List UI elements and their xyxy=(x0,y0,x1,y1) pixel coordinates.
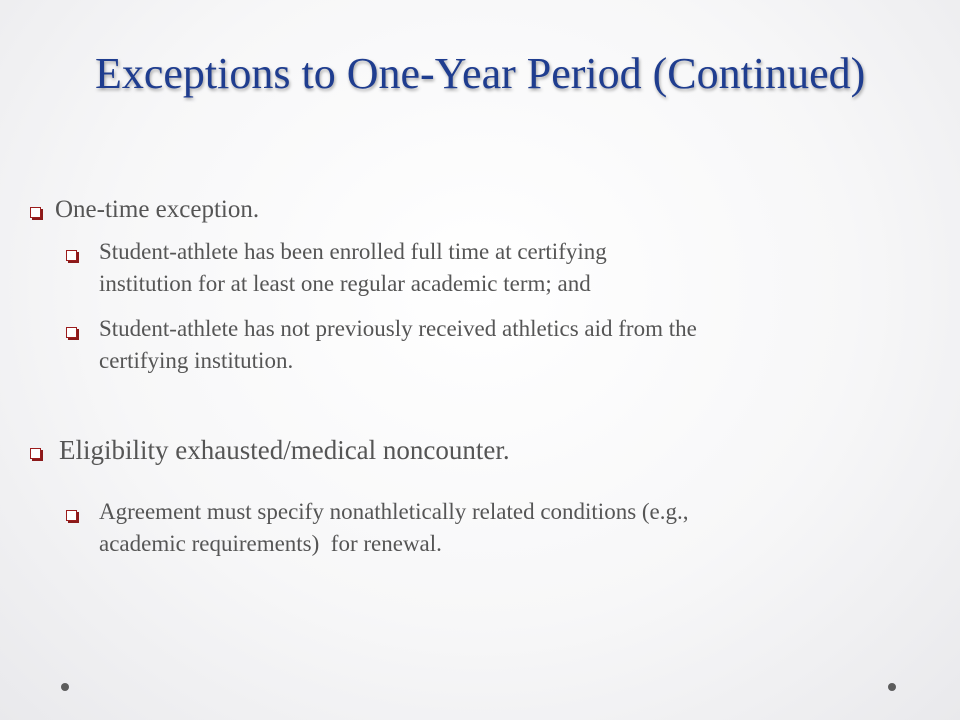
sub-bullet-text xyxy=(99,313,697,377)
sub-bullet-line: certifying institution. xyxy=(99,348,294,373)
checkbox-bullet-icon xyxy=(66,250,77,261)
checkbox-bullet-icon xyxy=(66,327,77,338)
sub-bullet-text xyxy=(99,236,607,300)
bullet-item-one-time-exception xyxy=(30,195,259,225)
checkbox-bullet-icon xyxy=(66,510,77,521)
slide-title: Exceptions to One-Year Period (Continued) xyxy=(95,49,866,98)
sub-bullet-item-agreement-conditions xyxy=(66,496,689,560)
decorative-dot-left xyxy=(61,683,69,691)
checkbox-bullet-icon xyxy=(30,448,41,459)
sub-bullet-line: Student-athlete has not previously received athletics aid from the xyxy=(99,316,697,341)
bullet-item-eligibility-exhausted xyxy=(30,434,510,466)
checkbox-bullet-icon xyxy=(30,207,41,218)
sub-bullet-item-enrolled-full-time xyxy=(66,236,607,300)
sub-bullet-line: academic requirements) for renewal. xyxy=(99,531,442,556)
sub-bullet-item-no-athletics-aid xyxy=(66,313,697,377)
bullet-text: One-time exception. xyxy=(55,196,260,223)
decorative-dot-right xyxy=(888,683,896,691)
bullet-text: Eligibility exhausted/medical noncounter. xyxy=(59,435,510,465)
sub-bullet-line: Student-athlete has been enrolled full time at certifying xyxy=(99,239,607,264)
sub-bullet-line: Agreement must specify nonathletically related conditions (e.g., xyxy=(99,499,689,524)
sub-bullet-text xyxy=(99,496,689,560)
sub-bullet-line: institution for at least one regular academic term; and xyxy=(99,271,591,296)
